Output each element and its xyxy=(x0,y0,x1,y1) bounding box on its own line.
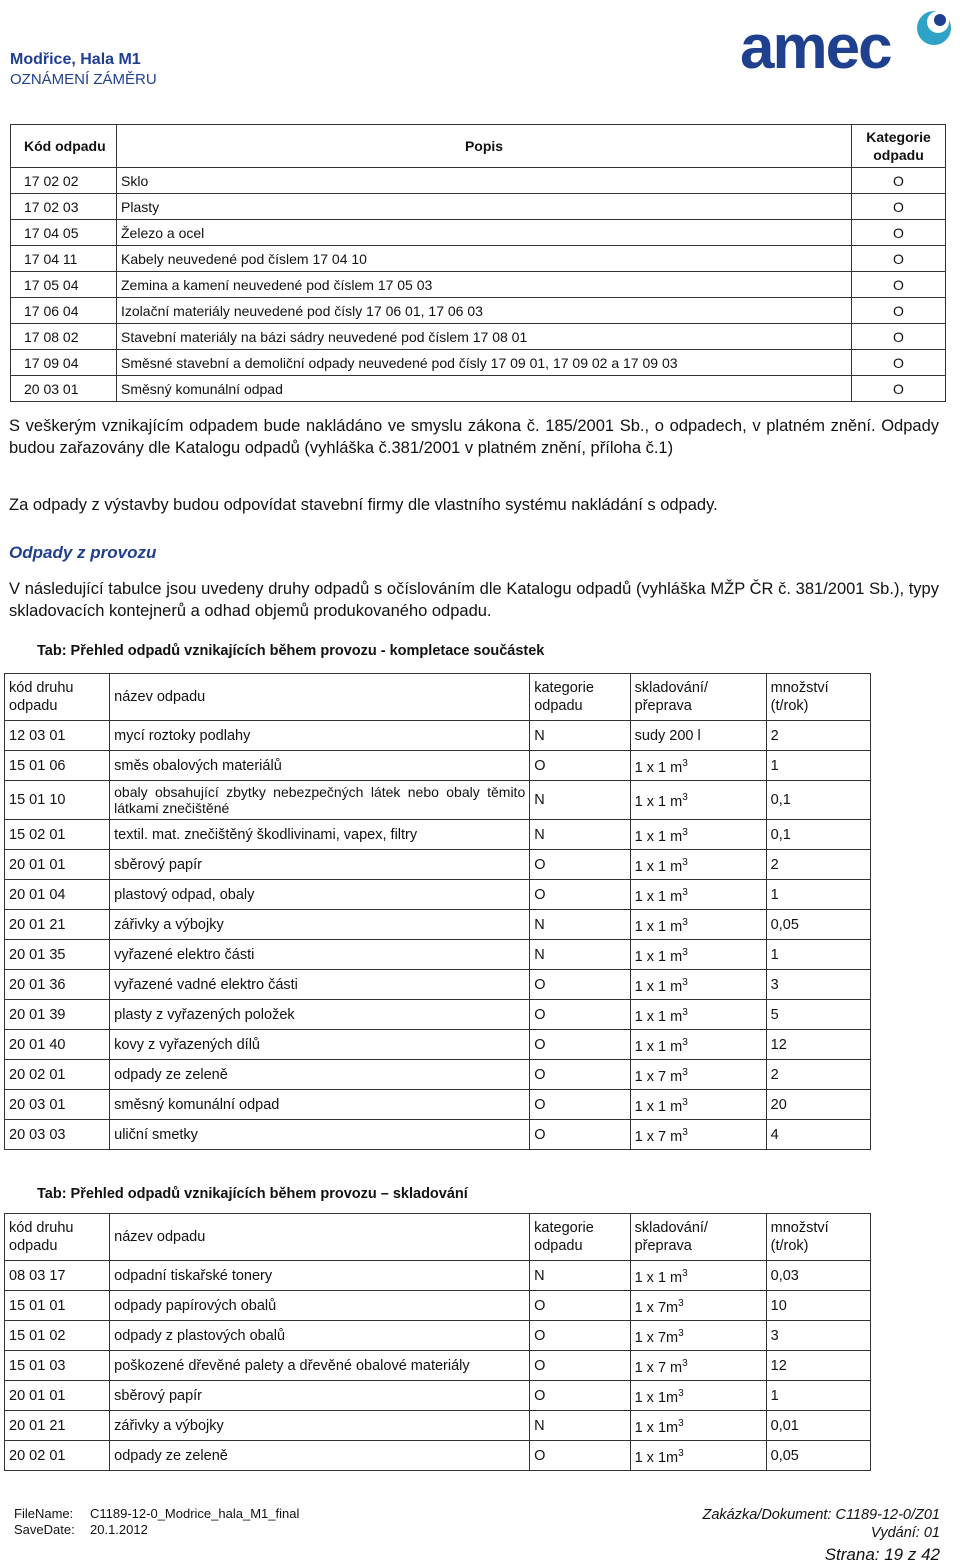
storage-text: 1 x 1 m xyxy=(634,793,683,810)
category-cell: O xyxy=(852,350,946,376)
table-row xyxy=(5,1441,871,1471)
storage-unit-exponent: 3 xyxy=(682,1267,688,1279)
storage-text: 1 x 7m xyxy=(634,1299,679,1316)
table-header-row xyxy=(5,674,871,721)
quantity-cell: 2 xyxy=(766,850,870,880)
waste-code-cell: 20 01 01 xyxy=(5,850,110,880)
table-row xyxy=(5,1000,871,1030)
storage-text: 1 x 1m xyxy=(634,1389,679,1406)
quantity-cell: 0,05 xyxy=(766,1441,870,1471)
waste-code-cell: 17 02 02 xyxy=(11,168,117,194)
category-cell: N xyxy=(530,781,630,820)
storage-text: 1 x 7m xyxy=(634,1329,679,1346)
table-row xyxy=(11,220,946,246)
waste-name-cell: sběrový papír xyxy=(110,850,530,880)
description-cell: Železo a ocel xyxy=(117,220,852,246)
legal-paragraph: S veškerým vznikajícím odpadem bude nakládáno ve smyslu zákona č. 185/2001 Sb., o odpadech, v platném znění. Odpady budou zařazovány dle Katalogu odpadů (vyhláška č.381/2001 v platném znění, příloha č.1) xyxy=(9,417,939,457)
quantity-cell: 1 xyxy=(766,1381,870,1411)
waste-code-cell: 20 01 35 xyxy=(5,940,110,970)
waste-code-cell: 15 01 03 xyxy=(5,1351,110,1381)
waste-name-cell: směs obalových materiálů xyxy=(110,751,530,781)
storage-text: 1 x 1 m xyxy=(634,948,683,965)
quantity-cell: 5 xyxy=(766,1000,870,1030)
category-cell: O xyxy=(852,272,946,298)
storage-cell xyxy=(630,820,766,850)
table-body xyxy=(5,721,871,1150)
table-row xyxy=(5,1090,871,1120)
storage-unit-exponent: 3 xyxy=(682,946,688,958)
storage-text: 1 x 1m xyxy=(634,1449,679,1466)
savedate-value: 20.1.2012 xyxy=(90,1522,148,1537)
table-row xyxy=(11,298,946,324)
storage-cell xyxy=(630,751,766,781)
storage-text: 1 x 7 m xyxy=(634,1128,683,1145)
waste-name-cell: textil. mat. znečištěný škodlivinami, vapex, filtry xyxy=(110,820,530,850)
storage-unit-exponent: 3 xyxy=(678,1387,684,1399)
storage-unit-exponent: 3 xyxy=(682,1096,688,1108)
col-header-quantity: množství (t/rok) xyxy=(766,674,870,721)
storage-cell xyxy=(630,721,766,751)
operation-waste-storage-table xyxy=(4,1213,871,1471)
waste-code-cell: 15 01 01 xyxy=(5,1291,110,1321)
category-cell: O xyxy=(530,1321,630,1351)
category-cell: O xyxy=(852,194,946,220)
description-cell: Sklo xyxy=(117,168,852,194)
storage-unit-exponent: 3 xyxy=(678,1297,684,1309)
storage-unit-exponent: 3 xyxy=(682,826,688,838)
waste-code-cell: 08 03 17 xyxy=(5,1261,110,1291)
waste-code-cell: 20 03 03 xyxy=(5,1120,110,1150)
storage-cell xyxy=(630,1030,766,1060)
waste-code-cell: 20 03 01 xyxy=(5,1090,110,1120)
table-header-row xyxy=(5,1214,871,1261)
category-cell: O xyxy=(852,324,946,350)
storage-cell xyxy=(630,880,766,910)
table-row xyxy=(5,1060,871,1090)
storage-text: 1 x 1 m xyxy=(634,828,683,845)
storage-cell xyxy=(630,1120,766,1150)
storage-text: 1 x 1 m xyxy=(634,1008,683,1025)
table-row xyxy=(5,970,871,1000)
storage-text: 1 x 1 m xyxy=(634,918,683,935)
category-cell: O xyxy=(530,1090,630,1120)
quantity-cell: 0,05 xyxy=(766,910,870,940)
col-header-storage: skladování/ přeprava xyxy=(630,674,766,721)
category-cell: O xyxy=(852,246,946,272)
col-header-category: kategorie odpadu xyxy=(530,674,630,721)
waste-name-cell: směsný komunální odpad xyxy=(110,1090,530,1120)
quantity-cell: 12 xyxy=(766,1030,870,1060)
waste-name-cell: uliční smetky xyxy=(110,1120,530,1150)
category-cell: O xyxy=(530,1000,630,1030)
waste-name-cell: plasty z vyřazených položek xyxy=(110,1000,530,1030)
table-row xyxy=(11,272,946,298)
storage-cell xyxy=(630,1321,766,1351)
contract-number: Zakázka/Dokument: C1189-12-0/Z01 xyxy=(702,1507,940,1523)
table-row xyxy=(5,781,871,820)
waste-code-cell: 17 05 04 xyxy=(11,272,117,298)
document-type: OZNÁMENÍ ZÁMĚRU xyxy=(10,71,157,88)
table-header-row xyxy=(11,125,946,168)
filename-value: C1189-12-0_Modrice_hala_M1_final xyxy=(90,1506,300,1521)
waste-name-cell: odpady papírových obalů xyxy=(110,1291,530,1321)
footer-document-info xyxy=(703,1506,941,1542)
quantity-cell: 0,03 xyxy=(766,1261,870,1291)
storage-cell xyxy=(630,940,766,970)
waste-code-cell: 17 06 04 xyxy=(11,298,117,324)
waste-name-cell: obaly obsahující zbytky nebezpečných látek nebo obaly těmito látkami znečištěné xyxy=(110,781,530,820)
table-row xyxy=(5,1321,871,1351)
page-number: Strana: 19 z 42 xyxy=(824,1545,940,1564)
category-cell: N xyxy=(530,1261,630,1291)
storage-unit-exponent: 3 xyxy=(682,976,688,988)
intro-paragraph: V následující tabulce jsou uvedeny druhy odpadů s očíslováním dle Katalogu odpadů (vyhláška MŽP ČR č. 381/2001 Sb.), typy skladovacích kontejnerů a odhad objemů produkovaného odpadu. xyxy=(9,580,939,620)
table-row xyxy=(11,376,946,402)
category-cell: O xyxy=(852,168,946,194)
storage-unit-exponent: 3 xyxy=(682,1036,688,1048)
waste-name-cell: sběrový papír xyxy=(110,1381,530,1411)
waste-name-cell: zářivky a výbojky xyxy=(110,1411,530,1441)
section-heading: Odpady z provozu xyxy=(9,543,157,562)
quantity-cell: 10 xyxy=(766,1291,870,1321)
table-body xyxy=(11,168,946,402)
col-header-category: Kategorie odpadu xyxy=(852,125,946,168)
table-row xyxy=(5,820,871,850)
col-header-quantity: množství (t/rok) xyxy=(766,1214,870,1261)
storage-text: 1 x 7 m xyxy=(634,1068,683,1085)
table-caption-assembly: Tab: Přehled odpadů vznikajících během provozu - kompletace součástek xyxy=(37,643,545,659)
storage-text: sudy 200 l xyxy=(634,727,701,744)
storage-cell xyxy=(630,1351,766,1381)
storage-text: 1 x 1 m xyxy=(634,978,683,995)
waste-code-cell: 17 09 04 xyxy=(11,350,117,376)
description-cell: Směsný komunální odpad xyxy=(117,376,852,402)
category-cell: O xyxy=(530,751,630,781)
storage-unit-exponent: 3 xyxy=(682,1357,688,1369)
edition-number: Vydání: 01 xyxy=(870,1525,940,1541)
quantity-cell: 0,01 xyxy=(766,1411,870,1441)
construction-waste-table xyxy=(10,124,946,402)
col-header-storage: skladování/ přeprava xyxy=(630,1214,766,1261)
storage-text: 1 x 1 m xyxy=(634,1098,683,1115)
waste-code-cell: 15 02 01 xyxy=(5,820,110,850)
category-cell: N xyxy=(530,1411,630,1441)
storage-cell xyxy=(630,910,766,940)
table-row xyxy=(11,350,946,376)
storage-unit-exponent: 3 xyxy=(678,1327,684,1339)
quantity-cell: 1 xyxy=(766,940,870,970)
storage-unit-exponent: 3 xyxy=(682,757,688,769)
waste-code-cell: 20 01 36 xyxy=(5,970,110,1000)
waste-name-cell: vyřazené elektro části xyxy=(110,940,530,970)
description-cell: Směsné stavební a demoliční odpady neuvedené pod čísly 17 09 01, 17 09 02 a 17 09 03 xyxy=(117,350,852,376)
waste-code-cell: 20 02 01 xyxy=(5,1060,110,1090)
storage-unit-exponent: 3 xyxy=(682,1006,688,1018)
waste-code-cell: 15 01 06 xyxy=(5,751,110,781)
waste-code-cell: 20 01 21 xyxy=(5,1411,110,1441)
description-cell: Kabely neuvedené pod číslem 17 04 10 xyxy=(117,246,852,272)
table-body xyxy=(5,1261,871,1471)
storage-text: 1 x 7 m xyxy=(634,1359,683,1376)
waste-code-cell: 15 01 02 xyxy=(5,1321,110,1351)
storage-text: 1 x 1 m xyxy=(634,858,683,875)
waste-name-cell: vyřazené vadné elektro části xyxy=(110,970,530,1000)
table-row xyxy=(11,168,946,194)
category-cell: O xyxy=(530,1441,630,1471)
contractor-paragraph: Za odpady z výstavby budou odpovídat stavební firmy dle vlastního systému nakládání s odpady. xyxy=(9,496,718,514)
col-header-code: kód druhu odpadu xyxy=(5,674,110,721)
table-row xyxy=(5,940,871,970)
category-cell: O xyxy=(852,376,946,402)
description-cell: Zemina a kamení neuvedené pod číslem 17 05 03 xyxy=(117,272,852,298)
waste-code-cell: 20 03 01 xyxy=(11,376,117,402)
savedate-label: SaveDate: xyxy=(14,1522,75,1537)
storage-text: 1 x 1 m xyxy=(634,759,683,776)
waste-name-cell: poškozené dřevěné palety a dřevěné obalové materiály xyxy=(110,1351,530,1381)
waste-code-cell: 20 01 21 xyxy=(5,910,110,940)
col-header-code: Kód odpadu xyxy=(11,125,117,168)
quantity-cell: 1 xyxy=(766,880,870,910)
waste-name-cell: plastový odpad, obaly xyxy=(110,880,530,910)
waste-code-cell: 12 03 01 xyxy=(5,721,110,751)
storage-unit-exponent: 3 xyxy=(682,792,688,804)
quantity-cell: 20 xyxy=(766,1090,870,1120)
col-header-category: kategorie odpadu xyxy=(530,1214,630,1261)
waste-code-cell: 20 01 39 xyxy=(5,1000,110,1030)
table-row xyxy=(11,246,946,272)
quantity-cell: 4 xyxy=(766,1120,870,1150)
waste-code-cell: 20 01 01 xyxy=(5,1381,110,1411)
storage-cell xyxy=(630,1060,766,1090)
storage-unit-exponent: 3 xyxy=(682,916,688,928)
category-cell: O xyxy=(530,1030,630,1060)
quantity-cell: 2 xyxy=(766,1060,870,1090)
category-cell: N xyxy=(530,940,630,970)
category-cell: O xyxy=(530,850,630,880)
col-header-name: název odpadu xyxy=(110,674,530,721)
waste-code-cell: 17 08 02 xyxy=(11,324,117,350)
col-header-description: Popis xyxy=(117,125,852,168)
waste-name-cell: odpady z plastových obalů xyxy=(110,1321,530,1351)
quantity-cell: 12 xyxy=(766,1351,870,1381)
description-cell: Plasty xyxy=(117,194,852,220)
storage-unit-exponent: 3 xyxy=(682,1126,688,1138)
category-cell: O xyxy=(530,970,630,1000)
table-row xyxy=(5,751,871,781)
col-header-name: název odpadu xyxy=(110,1214,530,1261)
waste-code-cell: 17 04 11 xyxy=(11,246,117,272)
category-cell: N xyxy=(530,721,630,751)
filename-label: FileName: xyxy=(14,1506,74,1521)
waste-name-cell: odpady ze zeleně xyxy=(110,1060,530,1090)
storage-text: 1 x 1 m xyxy=(634,888,683,905)
table-row xyxy=(5,880,871,910)
table-row xyxy=(5,910,871,940)
storage-cell xyxy=(630,1291,766,1321)
quantity-cell: 2 xyxy=(766,721,870,751)
quantity-cell: 1 xyxy=(766,751,870,781)
table-row xyxy=(5,1291,871,1321)
waste-name-cell: zářivky a výbojky xyxy=(110,910,530,940)
operation-waste-assembly-table xyxy=(4,673,871,1150)
storage-text: 1 x 1 m xyxy=(634,1269,683,1286)
waste-code-cell: 20 01 40 xyxy=(5,1030,110,1060)
quantity-cell: 3 xyxy=(766,970,870,1000)
storage-cell xyxy=(630,970,766,1000)
table-row xyxy=(5,1411,871,1441)
storage-cell xyxy=(630,1381,766,1411)
category-cell: O xyxy=(530,1120,630,1150)
category-cell: O xyxy=(530,880,630,910)
quantity-cell: 0,1 xyxy=(766,781,870,820)
category-cell: N xyxy=(530,910,630,940)
storage-cell xyxy=(630,1411,766,1441)
waste-name-cell: kovy z vyřazených dílů xyxy=(110,1030,530,1060)
waste-code-cell: 20 01 04 xyxy=(5,880,110,910)
table-row xyxy=(5,850,871,880)
table-row xyxy=(5,1120,871,1150)
category-cell: N xyxy=(530,820,630,850)
footer-file-info xyxy=(14,1506,299,1538)
category-cell: O xyxy=(852,220,946,246)
category-cell: O xyxy=(852,298,946,324)
waste-code-cell: 17 04 05 xyxy=(11,220,117,246)
storage-unit-exponent: 3 xyxy=(682,1066,688,1078)
storage-cell xyxy=(630,1000,766,1030)
amec-logo xyxy=(740,4,955,84)
table-row xyxy=(5,721,871,751)
table-caption-storage: Tab: Přehled odpadů vznikajících během provozu – skladování xyxy=(37,1186,468,1202)
table-row xyxy=(11,324,946,350)
category-cell: O xyxy=(530,1060,630,1090)
category-cell: O xyxy=(530,1381,630,1411)
category-cell: O xyxy=(530,1291,630,1321)
waste-name-cell: odpadní tiskařské tonery xyxy=(110,1261,530,1291)
logo-wordmark: amec xyxy=(740,13,891,82)
quantity-cell: 0,1 xyxy=(766,820,870,850)
storage-cell xyxy=(630,1090,766,1120)
category-cell: O xyxy=(530,1351,630,1381)
storage-cell xyxy=(630,1261,766,1291)
table-row xyxy=(5,1261,871,1291)
storage-unit-exponent: 3 xyxy=(682,856,688,868)
storage-unit-exponent: 3 xyxy=(678,1447,684,1459)
storage-text: 1 x 1 m xyxy=(634,1038,683,1055)
document-header xyxy=(10,50,157,89)
storage-cell xyxy=(630,781,766,820)
storage-text: 1 x 1m xyxy=(634,1419,679,1436)
col-header-code: kód druhu odpadu xyxy=(5,1214,110,1261)
project-title: Modřice, Hala M1 xyxy=(10,51,141,68)
waste-code-cell: 20 02 01 xyxy=(5,1441,110,1471)
waste-name-cell: mycí roztoky podlahy xyxy=(110,721,530,751)
table-row xyxy=(5,1351,871,1381)
logo-swirl-icon xyxy=(904,4,956,50)
storage-cell xyxy=(630,850,766,880)
storage-cell xyxy=(630,1441,766,1471)
waste-name-cell: odpady ze zeleně xyxy=(110,1441,530,1471)
table-row xyxy=(11,194,946,220)
table-row xyxy=(5,1030,871,1060)
storage-unit-exponent: 3 xyxy=(682,886,688,898)
quantity-cell: 3 xyxy=(766,1321,870,1351)
description-cell: Stavební materiály na bázi sádry neuvedené pod číslem 17 08 01 xyxy=(117,324,852,350)
table-row xyxy=(5,1381,871,1411)
waste-code-cell: 17 02 03 xyxy=(11,194,117,220)
storage-unit-exponent: 3 xyxy=(678,1417,684,1429)
waste-code-cell: 15 01 10 xyxy=(5,781,110,820)
description-cell: Izolační materiály neuvedené pod čísly 17 06 01, 17 06 03 xyxy=(117,298,852,324)
